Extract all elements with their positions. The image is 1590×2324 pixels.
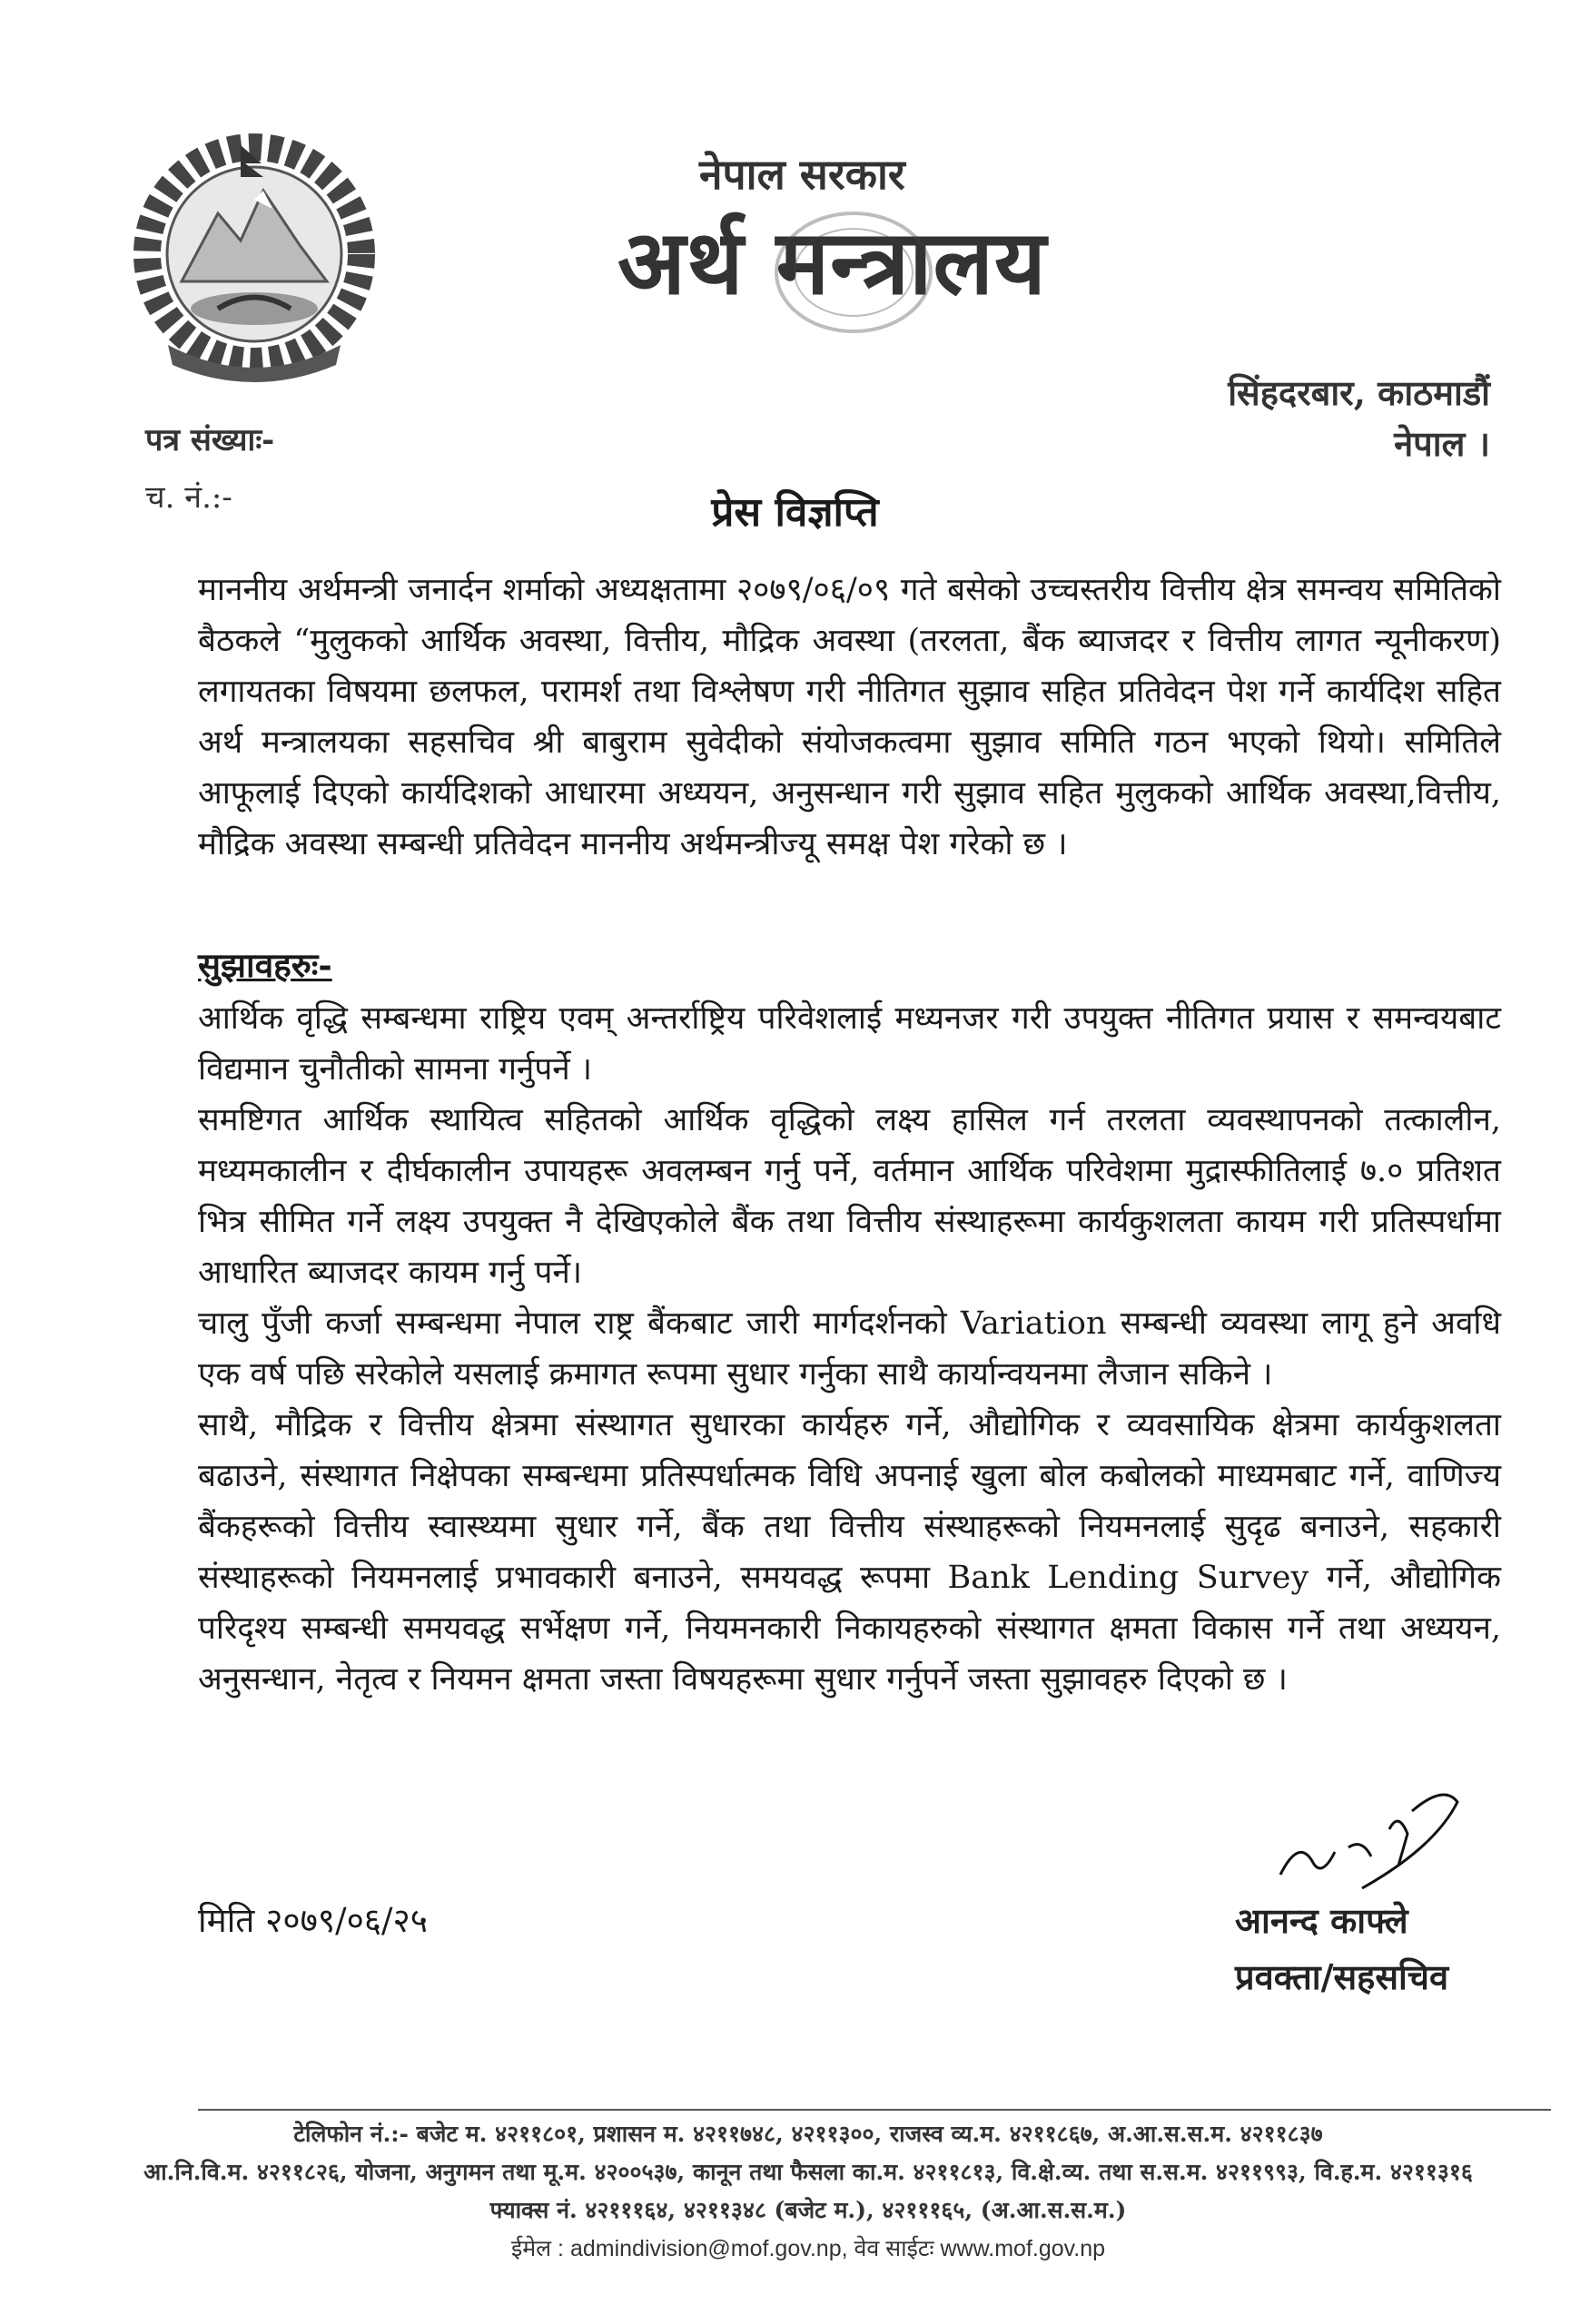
reference-number: पत्र संख्याः- <box>145 422 275 458</box>
address-line-1: सिंहदरबार, काठमाडौं <box>1228 372 1490 413</box>
suggestion-item: आर्थिक वृद्धि सम्बन्धमा राष्ट्रिय एवम् अन्तर्राष्ट्रिय परिवेशलाई मध्यनजर गरी उपयुक्त नीतिगत प्रयास र समन्वयबाट विद्यमान चुनौतीको सामना गर्नुपर्ने । <box>198 1000 1501 1088</box>
document-title: प्रेस विज्ञप्ति <box>711 489 879 536</box>
suggestion-item: चालु पुँजी कर्जा सम्बन्धमा नेपाल राष्ट्र बैंकबाट जारी मार्गदर्शनको Variation सम्बन्धी व्यवस्था लागू हुने अवधि एक वर्ष पछि सरेकोले यसलाई क्रमागत रूपमा सुधार गर्नुका साथै कार्यान्वयनमा लैजान सकिने । <box>198 1305 1501 1393</box>
official-seal-icon <box>772 209 935 336</box>
footer-phone-line-2: आ.नि.वि.म. ४२११८२६, योजना, अनुगमन तथा मू.म. ४२००५३७, कानून तथा फैसला का.म. ४२११८१३, वि.क्षे.व्य. तथा स.स.म. ४२११९९३, वि.ह.म. ४२११३१६ <box>143 2159 1473 2185</box>
footer-phone-line-1: टेलिफोन नं.:- बजेट म. ४२११८०१, प्रशासन म. ४२११७४८, ४२११३००, राजस्व व्य.म. ४२११८६७, अ.आ.स.स.म. ४२११८३७ <box>293 2121 1323 2147</box>
issue-date: मिति २०७९/०६/२५ <box>198 1901 428 1940</box>
footer-contact-web: ईमेल : admindivision@mof.gov.np, वेव साईटः www.mof.gov.np <box>510 2236 1106 2261</box>
suggestion-item: समष्टिगत आर्थिक स्थायित्व सहितको आर्थिक वृद्धिको लक्ष्य हासिल गर्न तरलता व्यवस्थापनको तत्कालीन, मध्यमकालीन र दीर्घकालीन उपायहरू अवलम्बन गर्नु पर्ने, वर्तमान आर्थिक परिवेशमा मुद्रास्फीतिलाई ७.० प्रतिशत भित्र सीमित गर्ने लक्ष्य उपयुक्त नै देखिएकोले बैंक तथा वित्तीय संस्थाहरूमा कार्यकुशलता कायम गरी प्रतिस्पर्धामा आधारित ब्याजदर कायम गर्नु पर्ने। <box>198 1102 1501 1291</box>
signatory-designation: प्रवक्ता/सहसचिव <box>1235 1956 1449 1997</box>
suggestions-heading: सुझावहरुः- <box>198 945 332 985</box>
signatory-name: आनन्द काफ्ले <box>1235 1900 1408 1941</box>
signature-icon <box>1262 1775 1471 1897</box>
address-line-2: नेपाल । <box>1394 423 1490 464</box>
ministry-name: अर्थ मन्त्रालय <box>617 211 1047 315</box>
footer-fax-line: फ्याक्स नं. ४२१११६४, ४२११३४८ (बजेट म.), ४२१११६५, (अ.आ.स.स.म.) <box>489 2197 1127 2223</box>
intro-paragraph: माननीय अर्थमन्त्री जनार्दन शर्माको अध्यक्षतामा २०७९/०६/०९ गते बसेको उच्चस्तरीय वित्तीय क्षेत्र समन्वय समितिको बैठकले “मुलुकको आर्थिक अवस्था, वित्तीय, मौद्रिक अवस्था (तरलता, बैंक ब्याजदर र वित्तीय लागत न्यूनीकरण) लगायतका विषयमा छलफल, परामर्श तथा विश्लेषण गरी नीतिगत सुझाव सहित प्रतिवेदन पेश गर्ने कार्यदिश सहित अर्थ मन्त्रालयका सहसचिव श्री बाबुराम सुवेदीको संयोजकत्वमा सुझाव समिति गठन भएको थियो। समितिले आफूलाई दिएको कार्यदिशको आधारमा अध्ययन, अनुसन्धान गरी सुझाव सहित मुलुकको आर्थिक अवस्था,वित्तीय, मौद्रिक अवस्था सम्बन्धी प्रतिवेदन माननीय अर्थमन्त्रीज्यू समक्ष पेश गरेको छ । <box>198 572 1501 862</box>
suggestions-list <box>198 993 1501 1705</box>
government-name: नेपाल सरकार <box>699 150 905 199</box>
signatory-block <box>1235 1893 1448 2005</box>
nepal-emblem-icon <box>118 127 390 390</box>
dispatch-number: च. नं.:- <box>145 479 232 516</box>
footer-divider <box>198 2109 1551 2111</box>
suggestion-item: साथै, मौद्रिक र वित्तीय क्षेत्रमा संस्थागत सुधारका कार्यहरु गर्ने, औद्योगिक र व्यवसायिक क्षेत्रमा कार्यकुशलता बढाउने, संस्थागत निक्षेपका सम्बन्धमा प्रतिस्पर्धात्मक विधि अपनाई खुला बोल कबोलको माध्यमबाट गर्ने, वाणिज्य बैंकहरूको वित्तीय स्वास्थ्यमा सुधार गर्ने, बैंक तथा वित्तीय संस्थाहरूको नियमनलाई सुदृढ बनाउने, सहकारी संस्थाहरूको नियमनलाई प्रभावकारी बनाउने, समयवद्ध रूपमा Bank Lending Survey गर्ने, औद्योगिक परिदृश्य सम्बन्धी समयवद्ध सर्भेक्षण गर्ने, नियमनकारी निकायहरुको संस्थागत क्षमता विकास गर्ने तथा अध्ययन, अनुसन्धान, नेतृत्व र नियमन क्षमता जस्ता विषयहरूमा सुधार गर्नुपर्ने जस्ता सुझावहरु दिएको छ । <box>198 1407 1501 1698</box>
contact-footer <box>91 2115 1526 2268</box>
office-address <box>1228 368 1490 469</box>
